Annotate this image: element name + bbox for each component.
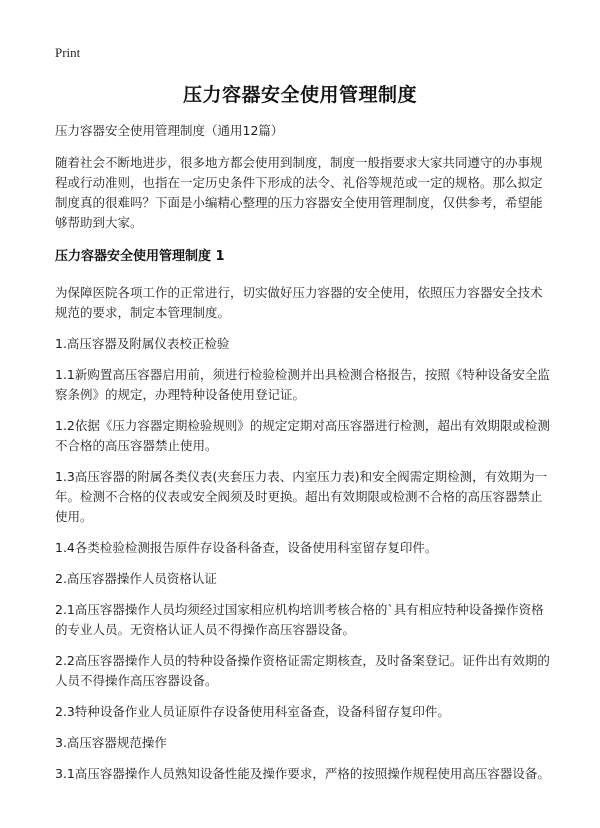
paragraph-1-1: 1.1新购置高压容器启用前，须进行检验检测并出具检测合格报告，按照《特种设备安全监察条例》的规定，办理特种设备使用登记证。 [55, 367, 550, 402]
print-label: Print [55, 45, 81, 60]
heading-3: 3.高压容器规范操作 [55, 735, 167, 750]
paragraph-purpose: 为保障医院各项工作的正常进行，切实做好压力容器的安全使用，依照压力容器安全技术规范的要求，制定本管理制度。 [55, 285, 543, 320]
section-heading: 压力容器安全使用管理制度 1 [55, 249, 225, 264]
paragraph-3-1: 3.1高压容器操作人员熟知设备性能及操作要求，严格的按照操作规程使用高压容器设备。 [55, 766, 550, 781]
intro-paragraph: 随着社会不断地进步，很多地方都会使用到制度，制度一般指要求大家共同遵守的办事规程或行动准则，也指在一定历史条件下形成的法令、礼俗等规范或一定的规格。那么拟定制度真的很难吗？下面是小编精心整理的压力容器安全使用管理制度，仅供参考，希望能够帮助到大家。 [55, 155, 543, 230]
paragraph-1-4: 1.4各类检验检测报告原件存设备科备查，设备使用科室留存复印件。 [55, 540, 438, 555]
document-body [55, 121, 551, 795]
heading-2: 2.高压容器操作人员资格认证 [55, 571, 217, 586]
heading-1: 1.高压容器及附属仪表校正检验 [55, 336, 230, 351]
paragraph-2-3: 2.3特种设备作业人员证原件存设备使用科室备查，设备科留存复印件。 [55, 704, 450, 719]
paragraph-2-2: 2.2高压容器操作人员的特种设备操作资格证需定期核查，及时备案登记。证件出有效期的人员不得操作高压容器设备。 [55, 653, 550, 688]
paragraph-1-3: 1.3高压容器的附属各类仪表(夹套压力表、内室压力表)和安全阀需定期检测，有效期为一年。检测不合格的仪表或安全阀须及时更换。超出有效期限或检测不合格的高压容器禁止使用。 [55, 469, 548, 524]
document-subtitle: 压力容器安全使用管理制度（通用12篇） [55, 123, 284, 138]
page-title: 压力容器安全使用管理制度 [182, 84, 417, 106]
paragraph-1-2: 1.2依据《压力容器定期检验规则》的规定定期对高压容器进行检测，超出有效期限或检测不合格的高压容器禁止使用。 [55, 418, 550, 453]
paragraph-2-1: 2.1高压容器操作人员均须经过国家相应机构培训考核合格的`具有相应特种设备操作资格的专业人员。无资格认证人员不得操作高压容器设备。 [55, 602, 544, 637]
